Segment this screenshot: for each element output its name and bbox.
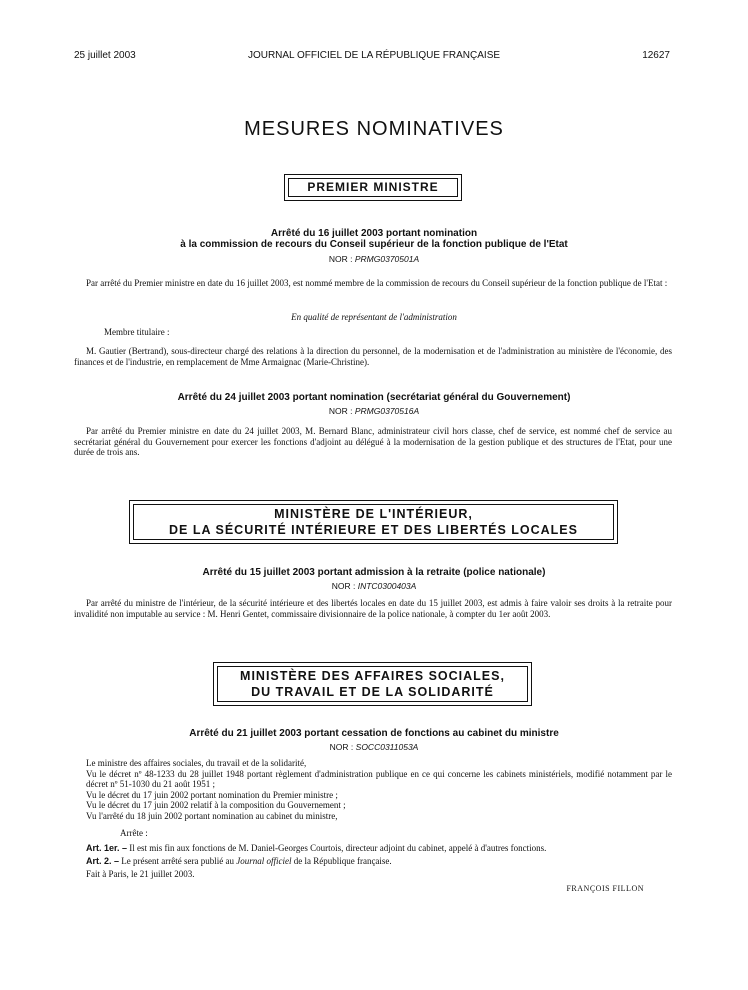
nor-code: PRMG0370501A xyxy=(354,254,420,264)
article-text: Le présent arrêté sera publié au xyxy=(121,856,234,866)
article-text: de la République française. xyxy=(293,856,392,866)
paragraph: Par arrêté du ministre de l'intérieur, de la sécurité intérieure et des libertés locales en date du 15 juillet 2003, est admis à faire valoir ses droits à la retraite pour invalidité non imputable au service : M. Henri Gentet, commissaire divisionnaire de la police nationale, à compter du 1er août 2003. xyxy=(74,598,672,619)
nor-code: PRMG0370516A xyxy=(354,406,420,416)
arrete-title: Arrêté du 24 juillet 2003 portant nomination (secrétariat général du Gouvernement) xyxy=(177,392,571,403)
nor-line xyxy=(0,742,748,752)
article-2 xyxy=(86,856,392,867)
signature: FRANÇOIS FILLON xyxy=(566,884,644,893)
nor-label: NOR : xyxy=(328,406,353,416)
paragraph: M. Gautier (Bertrand), sous-directeur chargé des relations à la direction du personnel, de la modernisation et de l'administration au ministère de l'économie, des finances et de l'industrie, en remplacement de Mme Armaignac (Marie-Christine). xyxy=(74,346,672,367)
ministry-box-interieur xyxy=(129,500,618,544)
arrete-title xyxy=(80,228,668,250)
nor-line xyxy=(0,581,748,591)
ministry-title-line: MINISTÈRE DES AFFAIRES SOCIALES, xyxy=(240,669,505,683)
ministry-title-line: DU TRAVAIL ET DE LA SOLIDARITÉ xyxy=(251,685,494,699)
fait-line: Fait à Paris, le 21 juillet 2003. xyxy=(86,869,195,879)
paragraph: Par arrêté du Premier ministre en date du 16 juillet 2003, est nommé membre de la commission de recours du Conseil supérieur de la fonction publique de l'Etat : xyxy=(86,278,668,288)
nor-line xyxy=(0,406,748,416)
paragraph: Par arrêté du Premier ministre en date du 24 juillet 2003, M. Bernard Blanc, administrateur civil hors classe, chef de service, est nommé chef de service au secrétariat général du Gouvernement pour exercer les fonctions d'adjoint au délégué à la modernisation de la gestion publique et des structures de l'Etat, pour une durée de trois ans. xyxy=(74,426,672,457)
nor-code: SOCC0311053A xyxy=(355,742,419,752)
ministry-box-affaires-sociales xyxy=(213,662,532,706)
ministry-title: PREMIER MINISTRE xyxy=(288,178,458,197)
ministry-title-line: DE LA SÉCURITÉ INTÉRIEURE ET DES LIBERTÉS LOCALES xyxy=(169,523,578,537)
ministry-box-premier-ministre xyxy=(284,174,462,201)
arrete-title-line: Arrêté du 16 juillet 2003 portant nomination xyxy=(270,228,478,239)
article-1 xyxy=(86,843,546,854)
header-page: 12627 xyxy=(642,50,670,61)
visa-line: Vu le décret du 17 juin 2002 portant nomination du Premier ministre ; xyxy=(86,789,338,800)
article-label: Art. 1er. – xyxy=(86,843,128,853)
visa-line: Le ministre des affaires sociales, du travail et de la solidarité, xyxy=(86,758,307,768)
header-date: 25 juillet 2003 xyxy=(74,50,136,61)
visas xyxy=(86,758,672,821)
nor-line xyxy=(0,254,748,264)
article-text: Il est mis fin aux fonctions de M. Daniel-Georges Courtois, directeur adjoint du cabinet, appelé à d'autres fonctions. xyxy=(129,843,547,853)
ministry-title-line: MINISTÈRE DE L'INTÉRIEUR, xyxy=(274,507,473,521)
article-label: Art. 2. – xyxy=(86,856,120,866)
visa-line: Vu le décret nº 48-1233 du 28 juillet 1948 portant règlement d'administration publique en ce qui concerne les cabinets ministériels, modifié notamment par le décret nº 51-1030 du 21 août 1951 ; xyxy=(86,768,672,789)
main-title: MESURES NOMINATIVES xyxy=(244,118,504,140)
nor-label: NOR : xyxy=(328,254,353,264)
qualite-line: En qualité de représentant de l'administration xyxy=(291,312,457,322)
arrete-title: Arrêté du 21 juillet 2003 portant cessation de fonctions au cabinet du ministre xyxy=(189,728,559,739)
ministry-title xyxy=(217,666,528,702)
header-journal: JOURNAL OFFICIEL DE LA RÉPUBLIQUE FRANÇAISE xyxy=(247,50,501,61)
nor-code: INTC0300403A xyxy=(357,581,417,591)
arrete-title: Arrêté du 15 juillet 2003 portant admission à la retraite (police nationale) xyxy=(202,567,546,578)
visa-line: Vu le décret du 17 juin 2002 relatif à la composition du Gouvernement ; xyxy=(86,800,346,810)
membre-line: Membre titulaire : xyxy=(104,327,170,337)
arrete-word: Arrête : xyxy=(120,828,148,838)
arrete-title-line: à la commission de recours du Conseil supérieur de la fonction publique de l'Etat xyxy=(180,239,568,250)
nor-label: NOR : xyxy=(329,742,354,752)
ministry-title xyxy=(133,504,614,540)
visa-line: Vu l'arrêté du 18 juin 2002 portant nomination au cabinet du ministre, xyxy=(86,810,338,821)
nor-label: NOR : xyxy=(331,581,356,591)
article-text-jo: Journal officiel xyxy=(236,856,292,866)
